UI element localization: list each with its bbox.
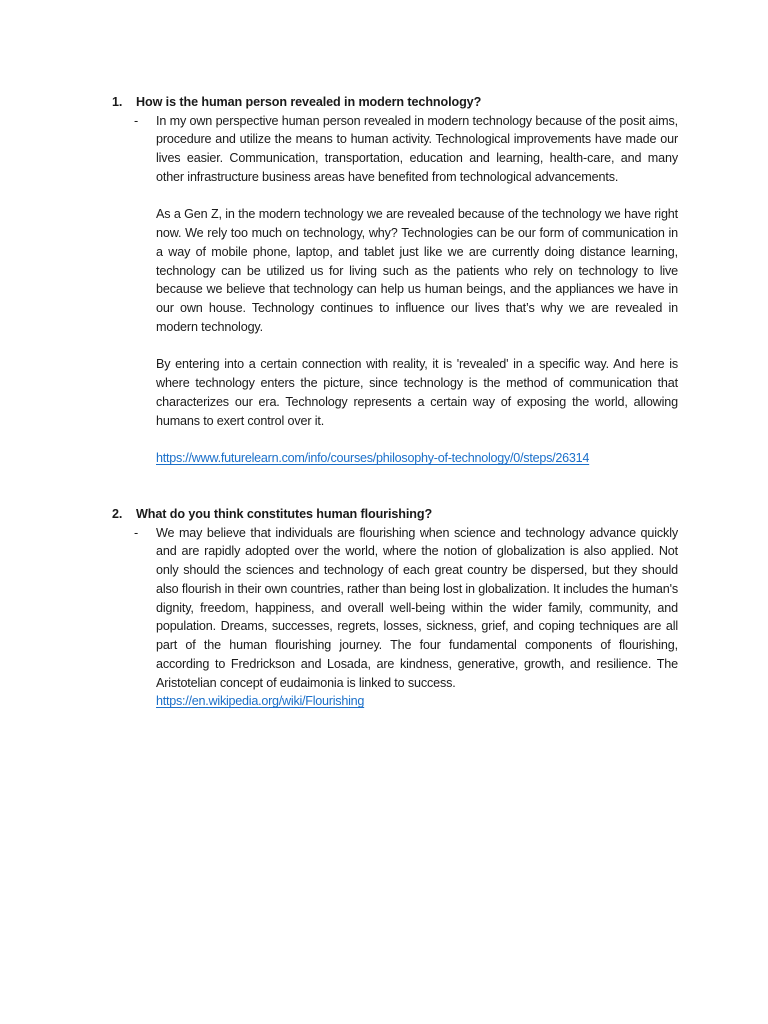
answer-1-link-line bbox=[156, 449, 678, 468]
paragraph-spacer bbox=[156, 430, 678, 449]
question-1 bbox=[112, 93, 678, 468]
question-1-number: 1. bbox=[112, 95, 123, 109]
question-1-heading bbox=[112, 93, 678, 112]
paragraph-spacer bbox=[156, 337, 678, 356]
question-2-answer bbox=[112, 524, 678, 712]
answer-2-paragraph-1: We may believe that individuals are flourishing when science and technology advance quickly and are rapidly adopted over the world, where the notion of globalization is also applied. Not only should the sciences and technology of each great country be dispersed, but they should also flourish in their own countries, rather than being lost in globalization. It includes the human's dignity, freedom, happiness, and overall well-being within the wider family, community, and population. Dreams, successes, regrets, losses, sickness, grief, and coping techniques are all part of the human flourishing journey. The four fundamental components of flourishing, according to Fredrickson and Losada, are kindness, generative, growth, and resilience. The Aristotelian concept of eudaimonia is linked to success. bbox=[156, 525, 678, 690]
question-2 bbox=[112, 505, 678, 711]
question-2-number: 2. bbox=[112, 507, 123, 521]
answer-2-dash: - bbox=[134, 525, 139, 540]
question-2-title: What do you think constitutes human flourishing? bbox=[136, 507, 433, 521]
question-1-title: How is the human person revealed in modern technology? bbox=[136, 95, 482, 109]
paragraph-spacer bbox=[156, 187, 678, 206]
answer-1-paragraph-2: As a Gen Z, in the modern technology we are revealed because of the technology we have right now. We rely too much on technology, why? Technologies can be our form of communication in a way of mobile phone, laptop, and tablet just like we are currently doing distance learning, technology can be utilized us for living such as the patients who rely on technology to live because we believe that technology can help us human beings, and the appliances we have in our own house. Technology continues to influence our lives that’s why we are revealed in modern technology. bbox=[156, 207, 678, 334]
question-1-answer bbox=[112, 112, 678, 468]
answer-2-link-line bbox=[156, 692, 678, 711]
wikipedia-link[interactable]: https://en.wikipedia.org/wiki/Flourishing bbox=[156, 694, 365, 709]
answer-1-dash: - bbox=[134, 113, 139, 128]
question-2-heading bbox=[112, 505, 678, 524]
answer-1-paragraph-1: In my own perspective human person revealed in modern technology because of the posit aims, procedure and utilize the means to human activity. Technological improvements have made our lives easier. Communication, transportation, education and learning, health-care, and many other infrastructure business areas have benefited from technological advancements. bbox=[156, 113, 678, 184]
answer-1-paragraph-3: By entering into a certain connection with reality, it is 'revealed' in a specific way. And here is where technology enters the picture, since technology is the method of communication that characterizes our era. Technology represents a certain way of exposing the world, allowing humans to exert control over it. bbox=[156, 357, 678, 428]
answer-1-body bbox=[156, 112, 678, 468]
futurelearn-link[interactable]: https://www.futurelearn.com/info/courses/philosophy-of-technology/0/steps/26314 bbox=[156, 451, 590, 466]
answer-2-body bbox=[156, 524, 678, 712]
